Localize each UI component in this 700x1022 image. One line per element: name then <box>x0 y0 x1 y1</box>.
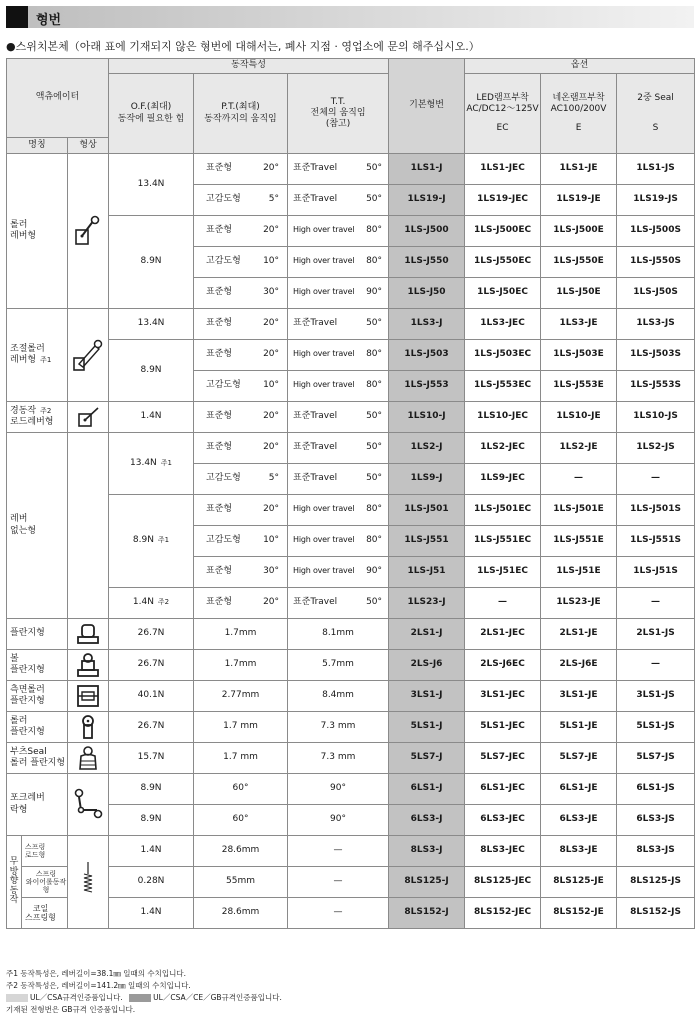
s-model-cell: 6LS3-JS <box>617 805 695 836</box>
e-model-cell: 5LS7-JE <box>541 743 617 774</box>
tt-cell: High over travel 80° <box>288 495 389 526</box>
e-model-cell: 8LS125-JE <box>541 867 617 898</box>
pt-cell: 표준형 20° <box>194 588 288 619</box>
ec-model-cell: 1LS-J50EC <box>465 278 541 309</box>
header-pt: P.T.(최대) 동작까지의 움직임 <box>194 74 288 154</box>
of-cell: 26.7N <box>109 619 194 650</box>
pt-cell: 55mm <box>194 867 288 898</box>
group-no-lever: 레버 없는형 <box>7 433 68 619</box>
ec-model-cell: 5LS1-JEC <box>465 712 541 743</box>
table-row <box>7 495 695 526</box>
of-cell: 13.4N <box>109 154 194 216</box>
basic-model-cell: 1LS-J503 <box>389 340 465 371</box>
shape-fork-lever <box>68 774 109 836</box>
basic-model-cell: 1LS-J51 <box>389 557 465 588</box>
ec-model-cell: 1LS10-JEC <box>465 402 541 433</box>
basic-model-cell: 1LS-J551 <box>389 526 465 557</box>
s-model-cell: 3LS1-JS <box>617 681 695 712</box>
boot-seal-plunger-icon <box>76 745 100 771</box>
of-cell: 13.4N 주1 <box>109 433 194 495</box>
shape-light-rod-lever <box>68 402 109 433</box>
basic-model-cell: 1LS1-J <box>389 154 465 185</box>
e-model-cell: 8LS3-JE <box>541 836 617 867</box>
tt-cell: 7.3 mm <box>288 743 389 774</box>
table-row <box>7 898 695 929</box>
ec-model-cell: 1LS-J51EC <box>465 557 541 588</box>
of-cell: 26.7N <box>109 650 194 681</box>
e-model-cell: 1LS19-JE <box>541 185 617 216</box>
basic-model-cell: 2LS-J6 <box>389 650 465 681</box>
basic-model-cell: 1LS10-J <box>389 402 465 433</box>
of-cell: 40.1N <box>109 681 194 712</box>
s-model-cell: 1LS-J550S <box>617 247 695 278</box>
basic-model-cell: 2LS1-J <box>389 619 465 650</box>
header-neon: 네온램프부착 AC100/200V E <box>541 74 617 154</box>
shape-side-roller-plunger <box>68 681 109 712</box>
group-roller-lever: 롤러 레버형 <box>7 154 68 309</box>
basic-model-cell: 1LS19-J <box>389 185 465 216</box>
shape-ball-plunger <box>68 650 109 681</box>
pt-cell: 표준형 20° <box>194 154 288 185</box>
group-plunger: 플란지형 <box>7 619 68 650</box>
of-cell: 8.9N <box>109 216 194 309</box>
tt-cell: High over travel 80° <box>288 247 389 278</box>
s-model-cell: 1LS-J553S <box>617 371 695 402</box>
e-model-cell: 1LS3-JE <box>541 309 617 340</box>
pt-cell: 60° <box>194 774 288 805</box>
pt-cell: 28.6mm <box>194 836 288 867</box>
pt-cell: 2.77mm <box>194 681 288 712</box>
e-model-cell: 1LS-J550E <box>541 247 617 278</box>
header-basic-model: 기본형번 <box>389 59 465 154</box>
roller-lever-icon <box>74 214 102 248</box>
s-model-cell: 6LS1-JS <box>617 774 695 805</box>
tt-cell: 표준Travel 50° <box>288 309 389 340</box>
shape-plunger <box>68 619 109 650</box>
e-model-cell: 1LS-J551E <box>541 526 617 557</box>
ec-model-cell: 1LS1-JEC <box>465 154 541 185</box>
s-model-cell: — <box>617 650 695 681</box>
pt-cell: 표준형 20° <box>194 340 288 371</box>
tt-cell: High over travel 80° <box>288 216 389 247</box>
tt-cell: High over travel 80° <box>288 371 389 402</box>
table-row <box>7 309 695 340</box>
table-row <box>7 619 695 650</box>
ec-model-cell: 1LS-J551EC <box>465 526 541 557</box>
tt-cell: High over travel 80° <box>288 526 389 557</box>
ec-model-cell: 1LS2-JEC <box>465 433 541 464</box>
group-fork-lever: 포크레버 락형 <box>7 774 68 836</box>
s-model-cell: 1LS-J50S <box>617 278 695 309</box>
basic-model-cell: 1LS3-J <box>389 309 465 340</box>
ec-model-cell: 1LS3-JEC <box>465 309 541 340</box>
footnote-3: UL／CSA규격인증품입니다. UL／CSA／CE／GB규격인증품입니다. <box>6 992 282 1003</box>
ec-model-cell: 1LS-J503EC <box>465 340 541 371</box>
tt-cell: High over travel 80° <box>288 340 389 371</box>
header-seal: 2중 Seal S <box>617 74 695 154</box>
plunger-icon <box>76 622 100 646</box>
e-model-cell: 2LS1-JE <box>541 619 617 650</box>
s-model-cell: 5LS1-JS <box>617 712 695 743</box>
basic-model-cell: 8LS152-J <box>389 898 465 929</box>
basic-model-cell: 1LS23-J <box>389 588 465 619</box>
group-light-rod-lever: 경동작 주2 로드레버형 <box>7 402 68 433</box>
tt-cell: 표준Travel 50° <box>288 185 389 216</box>
ec-model-cell: 5LS7-JEC <box>465 743 541 774</box>
tt-cell: 90° <box>288 805 389 836</box>
s-model-cell: 1LS1-JS <box>617 154 695 185</box>
tt-cell: 표준Travel 50° <box>288 402 389 433</box>
tt-cell: — <box>288 836 389 867</box>
e-model-cell: 1LS10-JE <box>541 402 617 433</box>
basic-model-cell: 6LS1-J <box>389 774 465 805</box>
tt-cell: — <box>288 867 389 898</box>
table-row <box>7 402 695 433</box>
s-model-cell: 1LS-J551S <box>617 526 695 557</box>
ec-model-cell: 2LS-J6EC <box>465 650 541 681</box>
header-name: 명칭 <box>7 138 68 154</box>
table-row <box>7 588 695 619</box>
of-cell: 1.4N <box>109 402 194 433</box>
basic-model-cell: 5LS1-J <box>389 712 465 743</box>
s-model-cell: 5LS7-JS <box>617 743 695 774</box>
pt-cell: 표준형 20° <box>194 495 288 526</box>
pt-cell: 고감도형 10° <box>194 247 288 278</box>
basic-model-cell: 1LS-J550 <box>389 247 465 278</box>
s-model-cell: 8LS152-JS <box>617 898 695 929</box>
ec-model-cell: 1LS-J553EC <box>465 371 541 402</box>
roller-plunger-icon <box>77 714 99 740</box>
fork-lever-icon <box>73 788 103 822</box>
group-ball-plunger: 볼 플란지형 <box>7 650 68 681</box>
s-model-cell: 1LS-J501S <box>617 495 695 526</box>
basic-model-cell: 1LS-J50 <box>389 278 465 309</box>
header-options: 옵션 <box>465 59 695 74</box>
tt-cell: — <box>288 898 389 929</box>
header-led: LED램프부착 AC/DC12～125V EC <box>465 74 541 154</box>
group-roller-plunger: 롤러 플란지형 <box>7 712 68 743</box>
group-boot-seal-roller-plunger: 부츠Seal 롤러 플란지형 <box>7 743 68 774</box>
ec-model-cell: 1LS-J550EC <box>465 247 541 278</box>
e-model-cell: 3LS1-JE <box>541 681 617 712</box>
shape-omni <box>68 836 109 929</box>
ec-model-cell: 1LS-J500EC <box>465 216 541 247</box>
pt-cell: 고감도형 5° <box>194 185 288 216</box>
pt-cell: 표준형 20° <box>194 216 288 247</box>
pt-cell: 표준형 20° <box>194 309 288 340</box>
pt-cell: 고감도형 10° <box>194 371 288 402</box>
basic-model-cell: 6LS3-J <box>389 805 465 836</box>
s-model-cell: 8LS3-JS <box>617 836 695 867</box>
header-op-char: 동작특성 <box>109 59 389 74</box>
basic-model-cell: 1LS9-J <box>389 464 465 495</box>
group-spring-wire: 스프링 와이어롤동작형 <box>22 867 67 898</box>
of-cell: 13.4N <box>109 309 194 340</box>
e-model-cell: 1LS1-JE <box>541 154 617 185</box>
subtitle: ●스위치본체（아래 표에 기재되지 않은 형번에 대해서는, 폐사 지점 · 영업소에 문의 해주십시오.） <box>6 40 480 53</box>
pt-cell: 표준형 20° <box>194 402 288 433</box>
basic-model-cell: 5LS7-J <box>389 743 465 774</box>
shape-boot-seal <box>68 743 109 774</box>
shape-adj-roller-lever <box>68 309 109 402</box>
e-model-cell: 1LS23-JE <box>541 588 617 619</box>
header-tt: T.T. 전체의 움직임 (참고) <box>288 74 389 154</box>
table-row <box>7 774 695 805</box>
pt-cell: 1.7mm <box>194 650 288 681</box>
tt-cell: 표준Travel 50° <box>288 154 389 185</box>
s-model-cell: 1LS-J500S <box>617 216 695 247</box>
e-model-cell: 1LS-J50E <box>541 278 617 309</box>
s-model-cell: 1LS19-JS <box>617 185 695 216</box>
pt-cell: 표준형 30° <box>194 557 288 588</box>
e-model-cell: 6LS1-JE <box>541 774 617 805</box>
s-model-cell: 8LS125-JS <box>617 867 695 898</box>
tt-cell: 표준Travel 50° <box>288 433 389 464</box>
ball-plunger-icon <box>76 652 100 678</box>
s-model-cell: 1LS-J503S <box>617 340 695 371</box>
of-cell: 15.7N <box>109 743 194 774</box>
table-row <box>7 712 695 743</box>
header-shape: 형상 <box>68 138 109 154</box>
ec-model-cell: 8LS125-JEC <box>465 867 541 898</box>
pt-cell: 고감도형 5° <box>194 464 288 495</box>
basic-model-cell: 1LS2-J <box>389 433 465 464</box>
s-model-cell: 1LS3-JS <box>617 309 695 340</box>
e-model-cell: 6LS3-JE <box>541 805 617 836</box>
side-roller-plunger-icon <box>76 684 100 708</box>
basic-model-cell: 1LS-J553 <box>389 371 465 402</box>
model-table <box>6 58 695 929</box>
shape-no-lever <box>68 433 109 619</box>
group-spring-rod: 스프링 로드형 <box>22 836 67 867</box>
basic-model-cell: 1LS-J501 <box>389 495 465 526</box>
header-actuator: 액츄에이터 <box>7 59 109 138</box>
tt-cell: High over travel 90° <box>288 557 389 588</box>
footnote-2: 주2 동작특성은, 레버길이=141.2㎜ 일때의 수치입니다. <box>6 981 191 990</box>
ec-model-cell: 3LS1-JEC <box>465 681 541 712</box>
s-model-cell: — <box>617 588 695 619</box>
of-cell: 1.4N <box>109 836 194 867</box>
e-model-cell: 2LS-J6E <box>541 650 617 681</box>
shape-roller-lever <box>68 154 109 309</box>
of-cell: 0.28N <box>109 867 194 898</box>
group-side-roller-plunger: 측면롤러 플란지형 <box>7 681 68 712</box>
e-model-cell: 1LS-J503E <box>541 340 617 371</box>
basic-model-cell: 8LS3-J <box>389 836 465 867</box>
pt-cell: 1.7 mm <box>194 743 288 774</box>
group-omni: 무 방 향 동 작 스프링 로드형 스프링 와이어롤동작형 코일 스프링형 <box>7 836 68 929</box>
pt-cell: 고감도형 10° <box>194 526 288 557</box>
table-row <box>7 340 695 371</box>
e-model-cell: — <box>541 464 617 495</box>
e-model-cell: 1LS-J500E <box>541 216 617 247</box>
of-cell: 1.4N <box>109 898 194 929</box>
basic-model-cell: 8LS125-J <box>389 867 465 898</box>
tt-cell: High over travel 90° <box>288 278 389 309</box>
pt-cell: 28.6mm <box>194 898 288 929</box>
shape-roller-plunger <box>68 712 109 743</box>
basic-model-cell: 3LS1-J <box>389 681 465 712</box>
table-row <box>7 433 695 464</box>
table-row <box>7 681 695 712</box>
section-marker <box>6 6 28 28</box>
spring-rod-icon <box>82 862 94 902</box>
ec-model-cell: 2LS1-JEC <box>465 619 541 650</box>
basic-model-cell: 1LS-J500 <box>389 216 465 247</box>
ec-model-cell: 8LS152-JEC <box>465 898 541 929</box>
ec-model-cell: 8LS3-JEC <box>465 836 541 867</box>
of-cell: 8.9N <box>109 805 194 836</box>
section-header <box>6 6 694 28</box>
table-row <box>7 216 695 247</box>
ec-model-cell: 6LS1-JEC <box>465 774 541 805</box>
footnote-4: 기재된 전형번은 GB규격 인증품입니다. <box>6 1005 136 1014</box>
table-row <box>7 836 695 867</box>
group-coil-spring: 코일 스프링형 <box>25 903 56 922</box>
header-of: O.F.(최대) 동작에 필요한 힘 <box>109 74 194 154</box>
pt-cell: 표준형 20° <box>194 433 288 464</box>
adjustable-roller-lever-icon <box>72 338 104 372</box>
ec-model-cell: 1LS9-JEC <box>465 464 541 495</box>
table-row <box>7 154 695 185</box>
e-model-cell: 5LS1-JE <box>541 712 617 743</box>
e-model-cell: 1LS-J51E <box>541 557 617 588</box>
s-model-cell: 2LS1-JS <box>617 619 695 650</box>
e-model-cell: 8LS152-JE <box>541 898 617 929</box>
s-model-cell: 1LS10-JS <box>617 402 695 433</box>
legend-swatch-dark <box>129 994 151 1002</box>
rod-lever-icon <box>76 406 100 428</box>
of-cell: 26.7N <box>109 712 194 743</box>
e-model-cell: 1LS-J501E <box>541 495 617 526</box>
tt-cell: 8.1mm <box>288 619 389 650</box>
legend-swatch-light <box>6 994 28 1002</box>
ec-model-cell: — <box>465 588 541 619</box>
of-cell: 8.9N <box>109 774 194 805</box>
pt-cell: 1.7 mm <box>194 712 288 743</box>
tt-cell: 표준Travel 50° <box>288 588 389 619</box>
s-model-cell: — <box>617 464 695 495</box>
table-row <box>7 867 695 898</box>
s-model-cell: 1LS2-JS <box>617 433 695 464</box>
table-row <box>7 743 695 774</box>
pt-cell: 표준형 30° <box>194 278 288 309</box>
table-row <box>7 650 695 681</box>
pt-cell: 1.7mm <box>194 619 288 650</box>
of-cell: 8.9N 주1 <box>109 495 194 588</box>
of-cell: 8.9N <box>109 340 194 402</box>
ec-model-cell: 1LS-J501EC <box>465 495 541 526</box>
of-cell: 1.4N 주2 <box>109 588 194 619</box>
ec-model-cell: 1LS19-JEC <box>465 185 541 216</box>
s-model-cell: 1LS-J51S <box>617 557 695 588</box>
pt-cell: 60° <box>194 805 288 836</box>
table-row <box>7 805 695 836</box>
e-model-cell: 1LS2-JE <box>541 433 617 464</box>
tt-cell: 5.7mm <box>288 650 389 681</box>
tt-cell: 표준Travel 50° <box>288 464 389 495</box>
group-adj-roller-lever: 조절롤러 레버형 주1 <box>7 309 68 402</box>
tt-cell: 90° <box>288 774 389 805</box>
e-model-cell: 1LS-J553E <box>541 371 617 402</box>
tt-cell: 7.3 mm <box>288 712 389 743</box>
footnote-1: 주1 동작특성은, 레버길이=38.1㎜ 일때의 수치입니다. <box>6 969 186 978</box>
section-title: 형번 <box>36 13 62 28</box>
tt-cell: 8.4mm <box>288 681 389 712</box>
ec-model-cell: 6LS3-JEC <box>465 805 541 836</box>
